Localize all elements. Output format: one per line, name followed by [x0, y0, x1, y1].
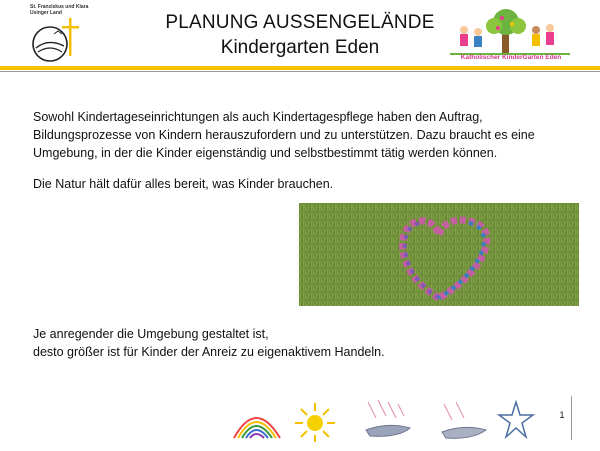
parish-name-line1: St. Franziskus und Klara	[30, 4, 89, 10]
page-number: 1	[559, 410, 565, 420]
rainbow-drawing-icon	[228, 398, 288, 443]
intro-paragraph: Sowohl Kindertageseinrichtungen als auch Kindertagespflege haben den Auftrag, Bildungsprozesse von Kindern herauszufordern und zu unterstützen. Dazu braucht es eine Umgebung, in der die Kinder eigenständig und selbstbestimmt tätig werden können.	[33, 110, 535, 160]
slide-header	[0, 0, 600, 70]
closing-line2: desto größer ist für Kinder der Anreiz zu eigenaktivem Handeln.	[33, 345, 385, 359]
rain-drawing-icon	[358, 398, 418, 443]
star-drawing-icon	[496, 398, 536, 443]
header-divider-yellow	[0, 66, 600, 70]
kita-name: Katholischer KinderGarten Eden	[460, 54, 562, 61]
page-title: PLANUNG AUSSENGELÄNDE	[165, 12, 435, 33]
closing-line1: Je anregender die Umgebung gestaltet ist,	[33, 327, 269, 341]
wind-drawing-icon	[432, 398, 492, 443]
boots-heart-photo	[299, 203, 579, 306]
nature-paragraph: Die Natur hält dafür alles bereit, was Kinder brauchen.	[33, 177, 334, 191]
sun-drawing-icon	[290, 398, 340, 443]
parish-name-line2: Usinger Land	[30, 10, 62, 16]
page-corner-line	[571, 396, 572, 440]
header-divider-grey	[0, 71, 600, 72]
closing-paragraph	[33, 325, 573, 361]
page-subtitle: Kindergarten Eden	[220, 37, 380, 58]
